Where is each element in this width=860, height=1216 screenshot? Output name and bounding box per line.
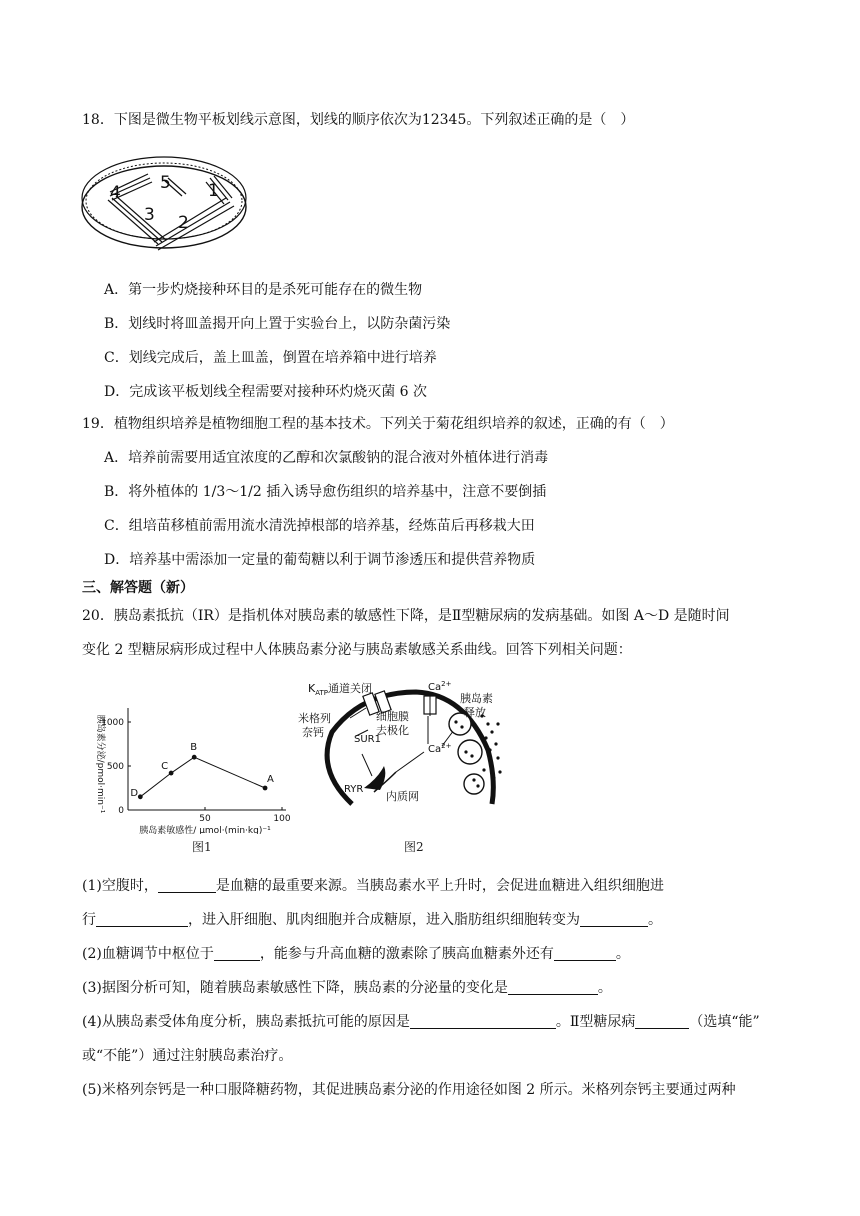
answer-blank-8[interactable]	[635, 1013, 689, 1029]
ca-mid-sup: 2+	[441, 742, 452, 750]
answer-blank-5[interactable]	[554, 945, 616, 961]
y-axis-label: 胰岛素分泌/pmol·min⁻¹	[95, 714, 105, 814]
q20-part4-line2: 或“不能”）通过注射胰岛素治疗。	[82, 1048, 293, 1064]
katp-label-sub: ATP	[315, 689, 328, 697]
membrane-label-2: 去极化	[376, 724, 409, 737]
figure2-diagram	[292, 680, 510, 812]
q19-option-a: A．培养前需要用适宜浓度的乙醇和次氯酸钠的混合液对外植体进行消毒	[104, 450, 549, 466]
q20-part1-text-a: (1)空腹时，	[82, 878, 158, 894]
ryr-label: RYR	[344, 784, 364, 795]
q20-part2	[82, 944, 630, 964]
plate-number-1: 1	[208, 181, 219, 201]
point-label-a: A	[267, 774, 274, 785]
ca-top-sup: 2+	[441, 680, 452, 688]
streak-plate-figure	[80, 152, 256, 260]
q20-part3-text-a: (3)据图分析可知，随着胰岛素敏感性下降，胰岛素的分泌量的变化是	[82, 980, 508, 996]
svg-text:KATP通道关闭	[308, 681, 372, 697]
drug-label-1: 米格列	[298, 712, 331, 725]
point-label-d: D	[130, 787, 139, 799]
answer-blank-4[interactable]	[214, 945, 260, 961]
q18-stem: 18．下图是微生物平板划线示意图，划线的顺序依次为12345。下列叙述正确的是（ ）	[82, 112, 635, 128]
q19-option-b: B．将外植体的 1/3～1/2 插入诱导愈伤组织的培养基中，注意不要倒插	[104, 484, 547, 500]
point-label-b: B	[190, 742, 198, 754]
plate-number-4: 4	[110, 183, 121, 203]
y-tick-label: 500	[106, 762, 124, 772]
point-b	[192, 755, 197, 760]
y-tick-label: 1000	[101, 718, 124, 728]
q20-part1-text-d: ，进入肝细胞、肌肉细胞并合成糖原，进入脂肪组织细胞转变为	[188, 912, 580, 928]
katp-label-text: 通道关闭	[327, 682, 372, 695]
q18-option-c: C．划线完成后，盖上皿盖，倒置在培养箱中进行培养	[104, 350, 437, 366]
q20-part3-text-b: 。	[597, 980, 612, 996]
q20-part1-text-c: 行	[82, 912, 96, 928]
release-label-1: 胰岛素	[460, 692, 493, 705]
figure2-caption: 图2	[404, 840, 424, 854]
x-tick-label: 50	[199, 814, 211, 824]
release-label-2: 释放	[464, 706, 486, 719]
y-tick-label: 0	[118, 806, 124, 816]
plate-number-2: 2	[178, 213, 189, 233]
point-label-c: C	[161, 761, 169, 773]
answer-blank-2[interactable]	[96, 911, 188, 927]
figure1-chart	[86, 694, 296, 834]
answer-blank-6[interactable]	[508, 979, 598, 995]
figure1-caption: 图1	[192, 840, 212, 854]
plate-number-5: 5	[160, 173, 171, 193]
q20-part4-text-a: (4)从胰岛素受体角度分析，胰岛素抵抗可能的原因是	[82, 1014, 410, 1030]
answer-blank-1[interactable]	[158, 877, 216, 893]
q20-stem-line2: 变化 2 型糖尿病形成过程中人体胰岛素分泌与胰岛素敏感关系曲线。回答下列相关问题：	[82, 642, 632, 658]
x-tick-label: 100	[273, 814, 291, 824]
svg-text:Ca2+	[428, 680, 452, 693]
q20-part4-text-c: （选填“能”	[689, 1014, 760, 1030]
svg-text:Ca2+	[428, 742, 452, 755]
er-label: 内质网	[386, 790, 419, 803]
sur1-label: SUR1	[354, 734, 381, 745]
q20-part1-text-e: 。	[648, 912, 662, 928]
section-header: 三、解答题（新）	[82, 580, 194, 596]
plate-number-3: 3	[144, 205, 155, 225]
q20-part3	[82, 978, 612, 998]
q18-option-d: D．完成该平板划线全程需要对接种环灼烧灭菌 6 次	[104, 384, 428, 400]
q18-option-a: A．第一步灼烧接种环目的是杀死可能存在的微生物	[104, 282, 423, 298]
q19-option-d: D．培养基中需添加一定量的葡萄糖以利于调节渗透压和提供营养物质	[104, 552, 536, 568]
q20-stem-line1: 20．胰岛素抵抗（IR）是指机体对胰岛素的敏感性下降，是Ⅱ型糖尿病的发病基础。如图 A～D 是随时间	[82, 608, 730, 624]
ca-top-label: Ca	[428, 682, 442, 693]
q20-part1-line2	[82, 910, 662, 930]
drug-label-2: 奈钙	[302, 726, 324, 739]
q18-option-b: B．划线时将皿盖揭开向上置于实验台上，以防杂菌污染	[104, 316, 451, 332]
katp-label-k: K	[308, 682, 316, 695]
q20-part2-text-a: (2)血糖调节中枢位于	[82, 946, 214, 962]
insulin-curve	[140, 757, 265, 797]
ca-mid-label: Ca	[428, 744, 442, 755]
q20-part1-text-b: 是血糖的最重要来源。当胰岛素水平上升时，会促进血糖进入组织细胞进	[215, 878, 664, 894]
q19-option-c: C．组培苗移植前需用流水清洗掉根部的培养基，经炼苗后再移栽大田	[104, 518, 535, 534]
answer-blank-7[interactable]	[410, 1013, 556, 1029]
point-c	[169, 771, 174, 776]
q20-part4-line1	[82, 1012, 760, 1032]
q20-part1-line1	[82, 876, 664, 896]
q20-part4-text-b: 。Ⅱ型糖尿病	[555, 1014, 636, 1030]
membrane-label-1: 细胞膜	[376, 710, 409, 723]
q20-part2-text-c: 。	[615, 946, 630, 962]
q19-stem: 19．植物组织培养是植物细胞工程的基本技术。下列关于菊花组织培养的叙述，正确的有（ ）	[82, 416, 674, 432]
q20-part5: (5)米格列奈钙是一种口服降糖药物，其促进胰岛素分泌的作用途径如图 2 所示。米格列奈钙主要通过两种	[82, 1082, 736, 1098]
answer-blank-3[interactable]	[580, 911, 648, 927]
point-a	[263, 786, 268, 791]
q20-part2-text-b: ，能参与升高血糖的激素除了胰高血糖素外还有	[259, 946, 554, 962]
x-axis-label: 胰岛素敏感性/ μmol·(min·kg)⁻¹	[139, 826, 271, 834]
point-d	[138, 794, 143, 799]
